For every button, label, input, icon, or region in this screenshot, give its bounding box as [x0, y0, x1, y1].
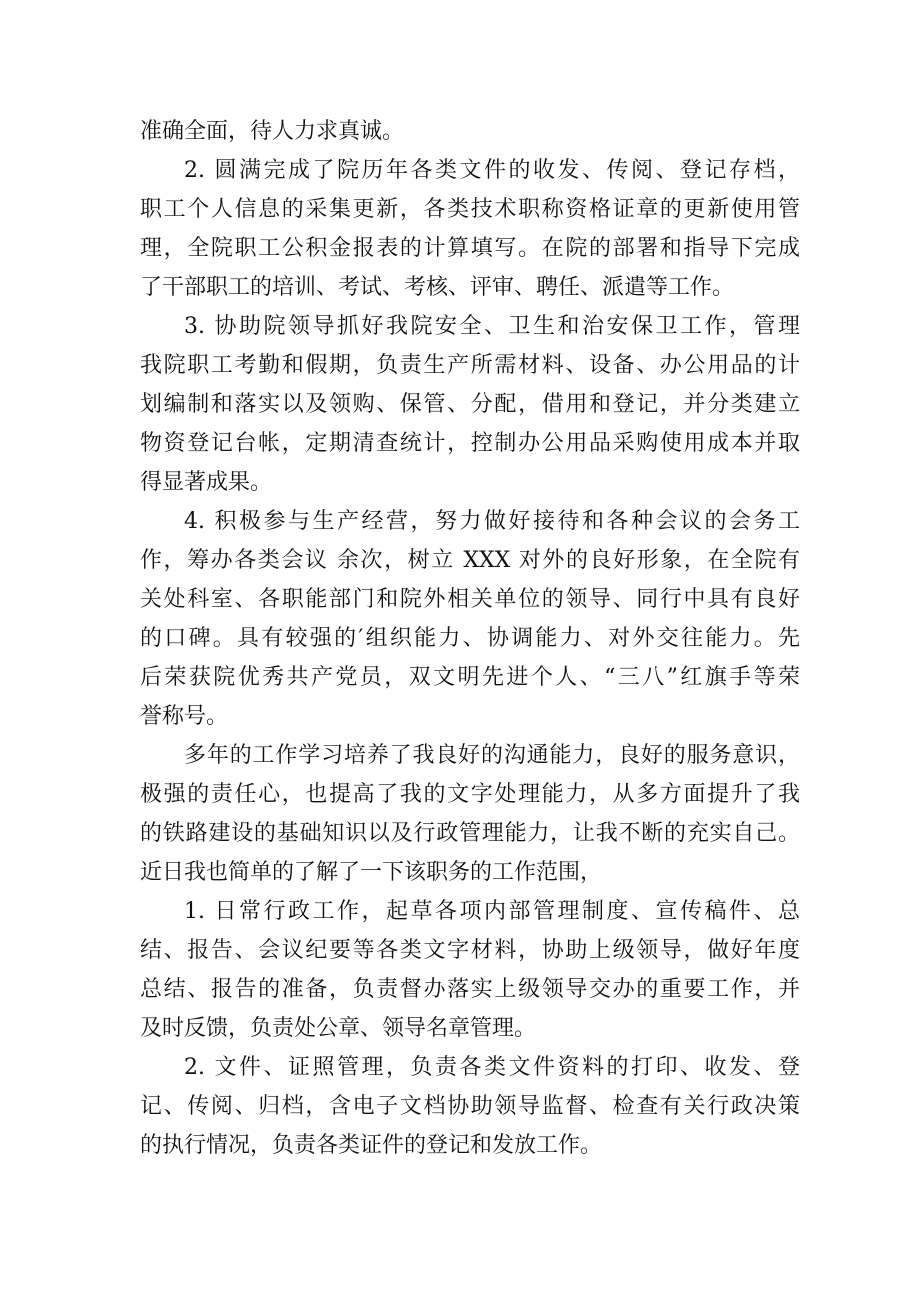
text-line: 的铁路建设的基础知识以及行政管理能力，让我不断的充实自己。 [140, 821, 800, 846]
text-line: 极强的责任心，也提高了我的文字处理能力，从多方面提升了我 [140, 782, 800, 807]
text-line: 了干部职工的培训、考试、考核、评审、聘任、派遣等工作。 [140, 275, 735, 300]
text-line: 总结、报告的准备，负责督办落实上级领导交办的重要工作，并 [140, 977, 800, 1002]
text-line: 及时反馈，负责处公章、领导名章管理。 [140, 1016, 537, 1041]
text-line: 近日我也简单的了解了一下该职务的工作范围， [140, 860, 603, 885]
text-line: 2. 文件、证照管理，负责各类文件资料的打印、收发、登 [184, 1055, 800, 1080]
text-line: 得显著成果。 [140, 470, 273, 495]
text-line: 职工个人信息的采集更新，各类技术职称资格证章的更新使用管 [140, 197, 800, 222]
text-line: 记、传阅、归档，含电子文档协助领导监督、检查有关行政决策 [140, 1094, 800, 1119]
paragraph-duty-1-admin [140, 892, 800, 1048]
text-line: 划编制和落实以及领购、保管、分配，借用和登记，并分类建立 [140, 392, 800, 417]
text-line: 后荣获院优秀共产党员，双文明先进个人、“三八”红旗手等荣 [140, 665, 800, 690]
paragraph-item-2-archives [140, 151, 800, 307]
text-line: 理，全院职工公积金报表的计算填写。在院的部署和指导下完成 [140, 236, 800, 261]
text-line: 关处科室、各职能部门和院外相关单位的领导、同行中具有良好 [140, 587, 800, 612]
text-line: 的执行情况，负责各类证件的登记和发放工作。 [140, 1133, 603, 1158]
text-line: 多年的工作学习培养了我良好的沟通能力，良好的服务意识， [184, 743, 800, 768]
text-line: 2. 圆满完成了院历年各类文件的收发、传阅、登记存档， [184, 158, 800, 183]
paragraph-summary [140, 736, 800, 892]
text-line: 3. 协助院领导抓好我院安全、卫生和治安保卫工作，管理 [184, 314, 800, 339]
paragraph-item-4-operations [140, 502, 800, 736]
text-line: 结、报告、会议纪要等各类文字材料，协助上级领导，做好年度 [140, 938, 800, 963]
text-line: 4. 积极参与生产经营，努力做好接待和各种会议的会务工 [184, 509, 800, 534]
text-line: 准确全面，待人力求真诚。 [140, 119, 405, 144]
text-line: 物资登记台帐，定期清查统计，控制办公用品采购使用成本并取 [140, 431, 800, 456]
text-line: 誉称号。 [140, 704, 229, 729]
paragraph-item-3-safety [140, 307, 800, 502]
paragraph-duty-2-documents [140, 1048, 800, 1165]
text-line: 1. 日常行政工作，起草各项内部管理制度、宣传稿件、总 [184, 899, 800, 924]
paragraph-continuation [140, 112, 800, 151]
text-line: 的口碑。具有较强的′组织能力、协调能力、对外交往能力。先 [140, 626, 800, 651]
text-line: 作，筹办各类会议 余次，树立 XXX 对外的良好形象，在全院有 [140, 548, 800, 573]
text-line: 我院职工考勤和假期，负责生产所需材料、设备、办公用品的计 [140, 353, 800, 378]
document-body [140, 112, 800, 1165]
